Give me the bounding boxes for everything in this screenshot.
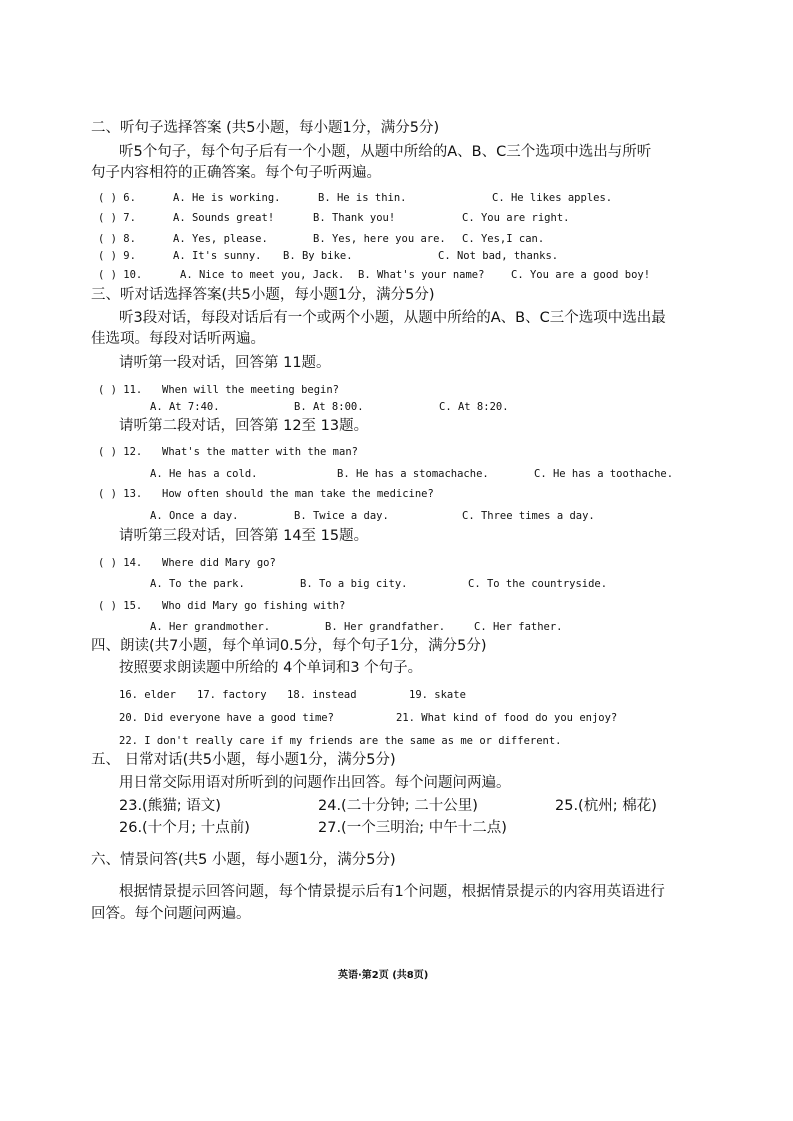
dialogue-3-instruction: 请听第三段对话，回答第 14至 15题。 bbox=[119, 528, 369, 544]
q11-option-a: A. At 7:40. bbox=[150, 401, 220, 413]
q14-question: Where did Mary go? bbox=[162, 557, 276, 569]
q6-option-a: A. He is working. bbox=[173, 192, 281, 204]
sentence-20: 20. Did everyone have a good time? bbox=[119, 712, 334, 724]
q8-option-b: B. Yes, here you are. bbox=[313, 233, 446, 245]
q12-option-b: B. He has a stomachache. bbox=[337, 468, 489, 480]
q7-option-b: B. Thank you! bbox=[313, 212, 396, 224]
q14-option-b: B. To a big city. bbox=[300, 578, 408, 590]
sentence-22: 22. I don't really care if my friends are the same as me or different. bbox=[119, 735, 562, 747]
section-2-instruction-line-2: 句子内容相符的正确答案。每个句子听两遍。 bbox=[91, 165, 381, 181]
q8-number: ( ) 8. bbox=[98, 233, 136, 245]
q6-number: ( ) 6. bbox=[98, 192, 136, 204]
section-5-heading: 五、 日常对话(共5小题，每小题1分，满分5分) bbox=[91, 752, 396, 768]
q11-option-c: C. At 8:20. bbox=[439, 401, 509, 413]
dialogue-1-instruction: 请听第一段对话，回答第 11题。 bbox=[119, 355, 331, 371]
q15-question: Who did Mary go fishing with? bbox=[162, 600, 346, 612]
q13-question: How often should the man take the medicine? bbox=[162, 488, 434, 500]
word-17: 17. factory bbox=[197, 689, 267, 701]
section-3-instruction-line-2: 佳选项。每段对话听两遍。 bbox=[91, 331, 265, 347]
q14-option-c: C. To the countryside. bbox=[468, 578, 608, 590]
word-19: 19. skate bbox=[409, 689, 466, 701]
q14-number: ( ) 14. bbox=[98, 557, 143, 569]
sentence-21: 21. What kind of food do you enjoy? bbox=[396, 712, 618, 724]
q10-option-c: C. You are a good boy! bbox=[511, 269, 651, 281]
section-6-instruction-line-2: 回答。每个问题问两遍。 bbox=[91, 906, 251, 922]
section-4-instruction: 按照要求朗读题中所给的 4个单词和3 个句子。 bbox=[119, 660, 423, 676]
section-2-heading: 二、听句子选择答案 (共5小题，每小题1分，满分5分) bbox=[91, 120, 440, 136]
q9-option-a: A. It's sunny. bbox=[173, 250, 262, 262]
q12-question: What's the matter with the man? bbox=[162, 446, 358, 458]
q12-option-c: C. He has a toothache. bbox=[534, 468, 674, 480]
q8-option-c: C. Yes,I can. bbox=[462, 233, 545, 245]
q9-option-c: C. Not bad, thanks. bbox=[438, 250, 559, 262]
item-25: 25.(杭州; 棉花) bbox=[555, 798, 657, 814]
dialogue-2-instruction: 请听第二段对话，回答第 12至 13题。 bbox=[119, 418, 369, 434]
q12-option-a: A. He has a cold. bbox=[150, 468, 258, 480]
item-23: 23.(熊猫; 语文) bbox=[119, 798, 221, 814]
q15-number: ( ) 15. bbox=[98, 600, 143, 612]
word-16: 16. elder bbox=[119, 689, 176, 701]
q15-option-b: B. Her grandfather. bbox=[325, 621, 446, 633]
q7-option-a: A. Sounds great! bbox=[173, 212, 275, 224]
item-24: 24.(二十分钟; 二十公里) bbox=[318, 798, 478, 814]
q13-option-a: A. Once a day. bbox=[150, 510, 239, 522]
item-26: 26.(十个月; 十点前) bbox=[119, 820, 250, 836]
q13-number: ( ) 13. bbox=[98, 488, 143, 500]
q10-option-a: A. Nice to meet you, Jack. bbox=[180, 269, 345, 281]
q13-option-c: C. Three times a day. bbox=[462, 510, 595, 522]
page-footer: 英语·第2页 (共8页) bbox=[338, 970, 429, 981]
q10-number: ( ) 10. bbox=[98, 269, 143, 281]
section-4-heading: 四、朗读(共7小题，每个单词0.5分，每个句子1分，满分5分) bbox=[91, 638, 487, 654]
q6-option-b: B. He is thin. bbox=[318, 192, 407, 204]
item-27: 27.(一个三明治; 中午十二点) bbox=[318, 820, 507, 836]
q15-option-a: A. Her grandmother. bbox=[150, 621, 271, 633]
section-3-heading: 三、听对话选择答案(共5小题，每小题1分，满分5分) bbox=[91, 287, 435, 303]
q7-option-c: C. You are right. bbox=[462, 212, 570, 224]
q11-number: ( ) 11. bbox=[98, 384, 143, 396]
q7-number: ( ) 7. bbox=[98, 212, 136, 224]
section-6-heading: 六、情景问答(共5 小题，每小题1分，满分5分) bbox=[91, 852, 396, 868]
section-5-instruction: 用日常交际用语对所听到的问题作出回答。每个问题问两遍。 bbox=[119, 775, 511, 791]
q14-option-a: A. To the park. bbox=[150, 578, 245, 590]
q11-question: When will the meeting begin? bbox=[162, 384, 340, 396]
q8-option-a: A. Yes, please. bbox=[173, 233, 268, 245]
q12-number: ( ) 12. bbox=[98, 446, 143, 458]
section-2-instruction-line-1: 听5个句子，每个句子后有一个小题，从题中所给的A、B、C三个选项中选出与所听 bbox=[119, 144, 652, 160]
q9-option-b: B. By bike. bbox=[283, 250, 353, 262]
q9-number: ( ) 9. bbox=[98, 250, 136, 262]
q10-option-b: B. What's your name? bbox=[358, 269, 485, 281]
word-18: 18. instead bbox=[287, 689, 357, 701]
section-3-instruction-line-1: 听3段对话，每段对话后有一个或两个小题，从题中所给的A、B、C三个选项中选出最 bbox=[119, 310, 666, 326]
q6-option-c: C. He likes apples. bbox=[492, 192, 613, 204]
q15-option-c: C. Her father. bbox=[474, 621, 563, 633]
section-6-instruction-line-1: 根据情景提示回答问题，每个情景提示后有1个问题，根据情景提示的内容用英语进行 bbox=[119, 884, 665, 900]
q13-option-b: B. Twice a day. bbox=[294, 510, 389, 522]
q11-option-b: B. At 8:00. bbox=[294, 401, 364, 413]
